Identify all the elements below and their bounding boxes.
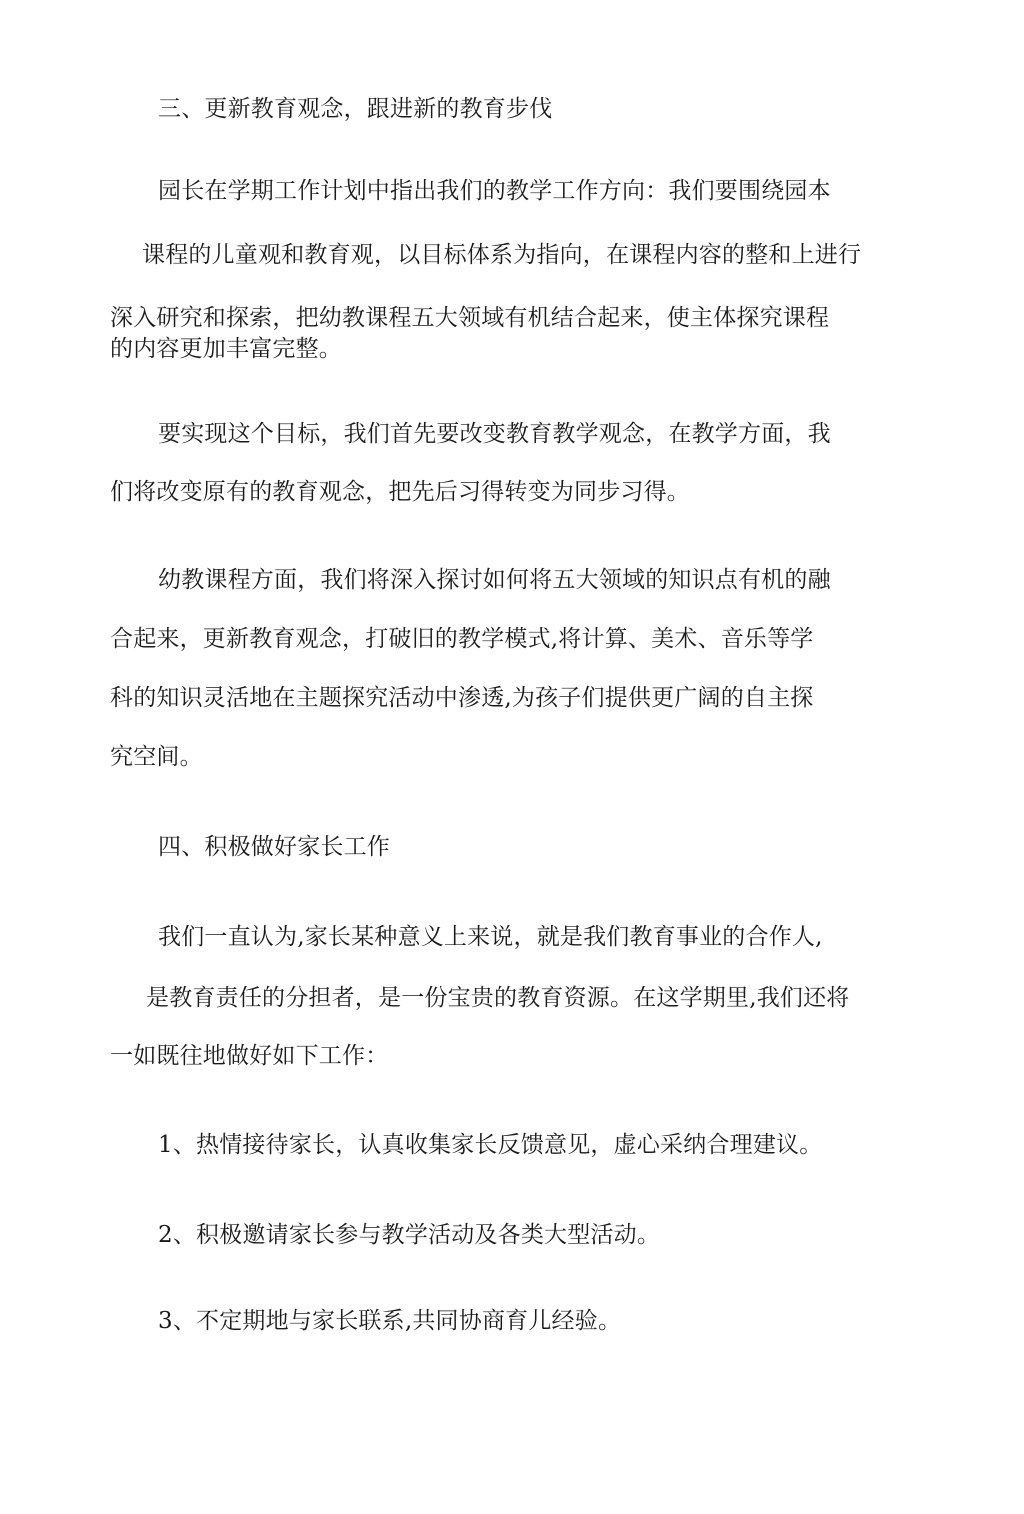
list-item: 3、不定期地与家长联系,共同协商育儿经验。 bbox=[158, 1308, 622, 1334]
paragraph-line: 一如既往地做好如下工作： bbox=[110, 1043, 389, 1069]
section-heading-4: 四、积极做好家长工作 bbox=[158, 834, 390, 860]
paragraph-line: 科的知识灵活地在主题探究活动中渗透,为孩子们提供更广阔的自主探 bbox=[110, 685, 814, 711]
paragraph-line: 课程的儿童观和教育观，以目标体系为指向，在课程内容的整和上进行 bbox=[142, 242, 862, 268]
paragraph-line: 深入研究和探索，把幼教课程五大领域有机结合起来，使主体探究课程 bbox=[110, 305, 830, 331]
paragraph-line: 是教育责任的分担者，是一份宝贵的教育资源。在这学期里,我们还将 bbox=[146, 985, 850, 1011]
paragraph-line: 们将改变原有的教育观念，把先后习得转变为同步习得。 bbox=[110, 479, 690, 505]
paragraph-line: 要实现这个目标，我们首先要改变教育教学观念，在教学方面，我 bbox=[158, 421, 831, 447]
list-item: 2、积极邀请家长参与教学活动及各类大型活动。 bbox=[158, 1222, 661, 1248]
paragraph-line: 幼教课程方面，我们将深入探讨如何将五大领域的知识点有机的融 bbox=[158, 567, 831, 593]
paragraph-line: 我们一直认为,家长某种意义上来说，就是我们教育事业的合作人, bbox=[158, 924, 823, 950]
paragraph-line: 的内容更加丰富完整。 bbox=[110, 336, 342, 362]
section-heading-3: 三、更新教育观念，跟进新的教育步伐 bbox=[158, 96, 553, 122]
list-item: 1、热情接待家长，认真收集家长反馈意见，虚心采纳合理建议。 bbox=[158, 1132, 823, 1158]
paragraph-line: 园长在学期工作计划中指出我们的教学工作方向：我们要围绕园本 bbox=[158, 178, 831, 204]
paragraph-line: 合起来，更新教育观念，打破旧的教学模式,将计算、美术、音乐等学 bbox=[110, 626, 814, 652]
paragraph-line: 究空间。 bbox=[110, 744, 203, 770]
